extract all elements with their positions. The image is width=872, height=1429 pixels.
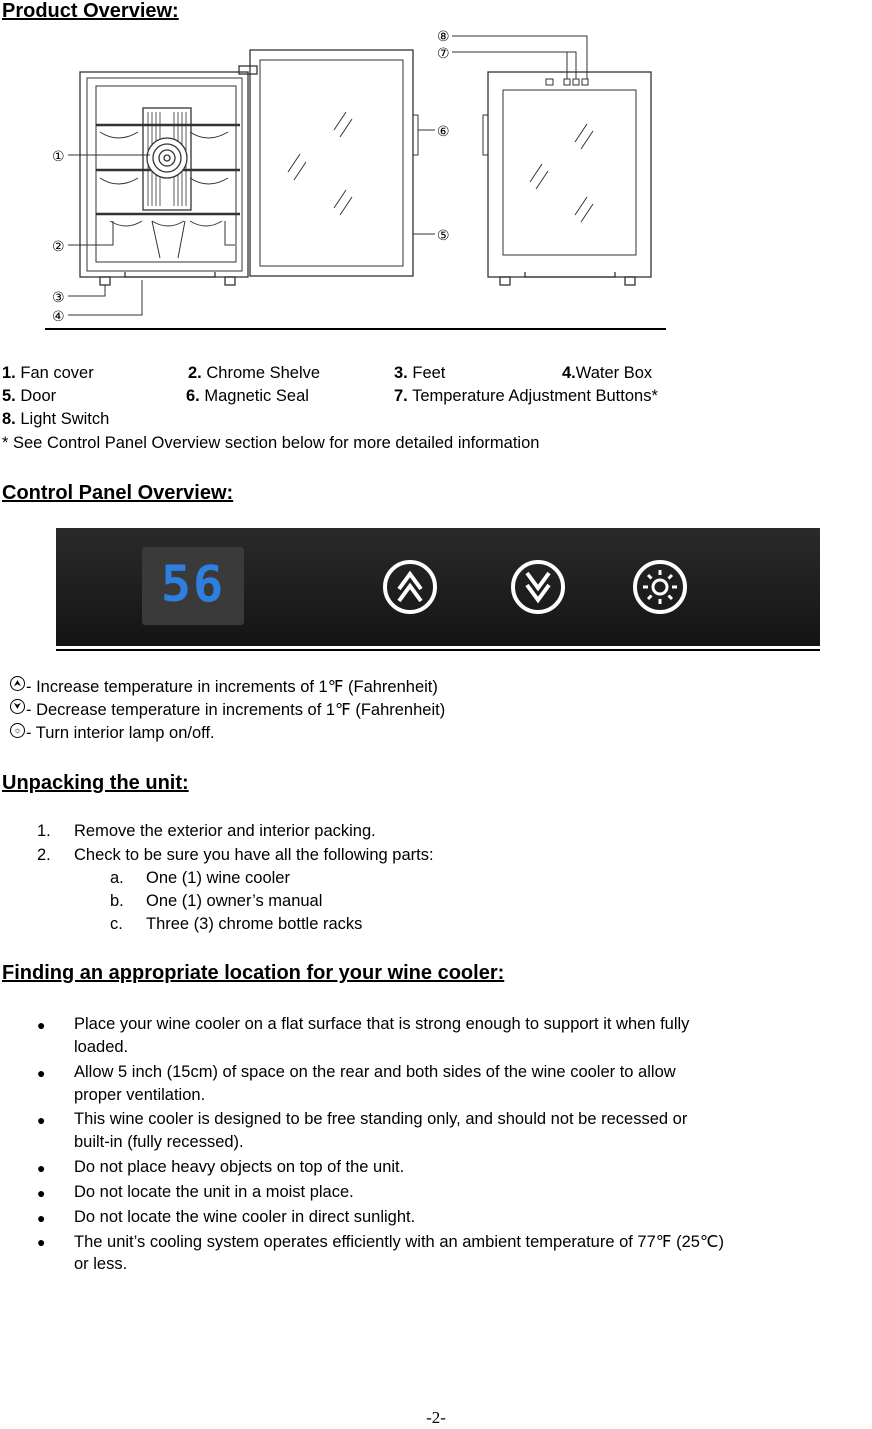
- temperature-display: [142, 547, 244, 625]
- control-panel-photo: [56, 528, 820, 646]
- lamp-description: - Turn interior lamp on/off.: [26, 724, 215, 742]
- location-bullet-5: Do not locate the unit in a moist place.: [74, 1183, 354, 1201]
- location-bullet-2-line2: proper ventilation.: [74, 1086, 206, 1104]
- increase-description: - Increase temperature in increments of 1℉ (Fahrenheit): [26, 678, 438, 696]
- control-panel-heading: Control Panel Overview:: [2, 482, 234, 504]
- product-overview-heading: Product Overview:: [2, 0, 179, 22]
- location-bullet-7-line1: The unit’s cooling system operates efficiently with an ambient temperature of 77℉ (25℃): [74, 1233, 724, 1251]
- subitem-c-letter: c.: [110, 915, 123, 933]
- bullet-dot: ●: [37, 1234, 46, 1250]
- bullet-dot: ●: [37, 1017, 46, 1033]
- down-arrow-icon: ⮟: [10, 699, 25, 714]
- location-heading: Finding an appropriate location for your wine cooler:: [2, 962, 505, 984]
- subitem-b-text: One (1) owner’s manual: [146, 892, 323, 910]
- part-4: 4.Water Box: [562, 364, 653, 382]
- callout-5: ⑤: [437, 228, 450, 244]
- temperature-value: 56: [160, 555, 226, 613]
- decrease-description: - Decrease temperature in increments of 1℉ (Fahrenheit): [26, 701, 446, 719]
- step-1-text: Remove the exterior and interior packing.: [74, 822, 376, 840]
- location-bullet-2-line1: Allow 5 inch (15cm) of space on the rear and both sides of the wine cooler to allow: [74, 1063, 676, 1081]
- part-1: 1. Fan cover: [2, 364, 94, 382]
- callout-3: ③: [52, 290, 65, 306]
- callout-6: ⑥: [437, 124, 450, 140]
- wine-cooler-diagram: [0, 0, 872, 335]
- location-bullet-7-line2: or less.: [74, 1255, 128, 1273]
- bullet-dot: ●: [37, 1210, 46, 1226]
- down-arrow-icon[interactable]: [510, 559, 566, 615]
- location-bullet-3-line2: built-in (fully recessed).: [74, 1133, 244, 1151]
- sun-icon: ☼: [10, 723, 25, 738]
- callout-8: ⑧: [437, 29, 450, 45]
- step-1-number: 1.: [37, 822, 51, 840]
- callout-7: ⑦: [437, 46, 450, 62]
- control-panel-rule: [56, 649, 820, 651]
- step-2-number: 2.: [37, 846, 51, 864]
- subitem-a-text: One (1) wine cooler: [146, 869, 290, 887]
- part-5: 5. Door: [2, 387, 57, 405]
- part-2: 2. Chrome Shelve: [188, 364, 321, 382]
- subitem-b-letter: b.: [110, 892, 124, 910]
- part-3: 3. Feet: [394, 364, 446, 382]
- location-bullet-1-line2: loaded.: [74, 1038, 129, 1056]
- location-bullet-1-line1: Place your wine cooler on a flat surface that is strong enough to support it when fully: [74, 1015, 690, 1033]
- location-bullet-3-line1: This wine cooler is designed to be free standing only, and should not be recessed or: [74, 1110, 688, 1128]
- bullet-dot: ●: [37, 1185, 46, 1201]
- callout-4: ④: [52, 309, 65, 325]
- part-7: 7. Temperature Adjustment Buttons*: [394, 387, 658, 405]
- unpacking-heading: Unpacking the unit:: [2, 772, 189, 794]
- parts-note: * See Control Panel Overview section below for more detailed information: [2, 434, 540, 452]
- sun-icon[interactable]: [632, 559, 688, 615]
- location-bullet-4: Do not place heavy objects on top of the unit.: [74, 1158, 405, 1176]
- subitem-a-letter: a.: [110, 869, 124, 887]
- page-number: -2-: [426, 1408, 446, 1427]
- callout-1: ①: [52, 149, 65, 165]
- location-bullet-6: Do not locate the wine cooler in direct sunlight.: [74, 1208, 416, 1226]
- bullet-dot: ●: [37, 1160, 46, 1176]
- callout-2: ②: [52, 239, 65, 255]
- up-arrow-icon: ⮝: [10, 676, 25, 691]
- part-6: 6. Magnetic Seal: [186, 387, 309, 405]
- bullet-dot: ●: [37, 1065, 46, 1081]
- subitem-c-text: Three (3) chrome bottle racks: [146, 915, 363, 933]
- step-2-text: Check to be sure you have all the following parts:: [74, 846, 434, 864]
- part-8: 8. Light Switch: [2, 410, 110, 428]
- bullet-dot: ●: [37, 1112, 46, 1128]
- up-arrow-icon[interactable]: [382, 559, 438, 615]
